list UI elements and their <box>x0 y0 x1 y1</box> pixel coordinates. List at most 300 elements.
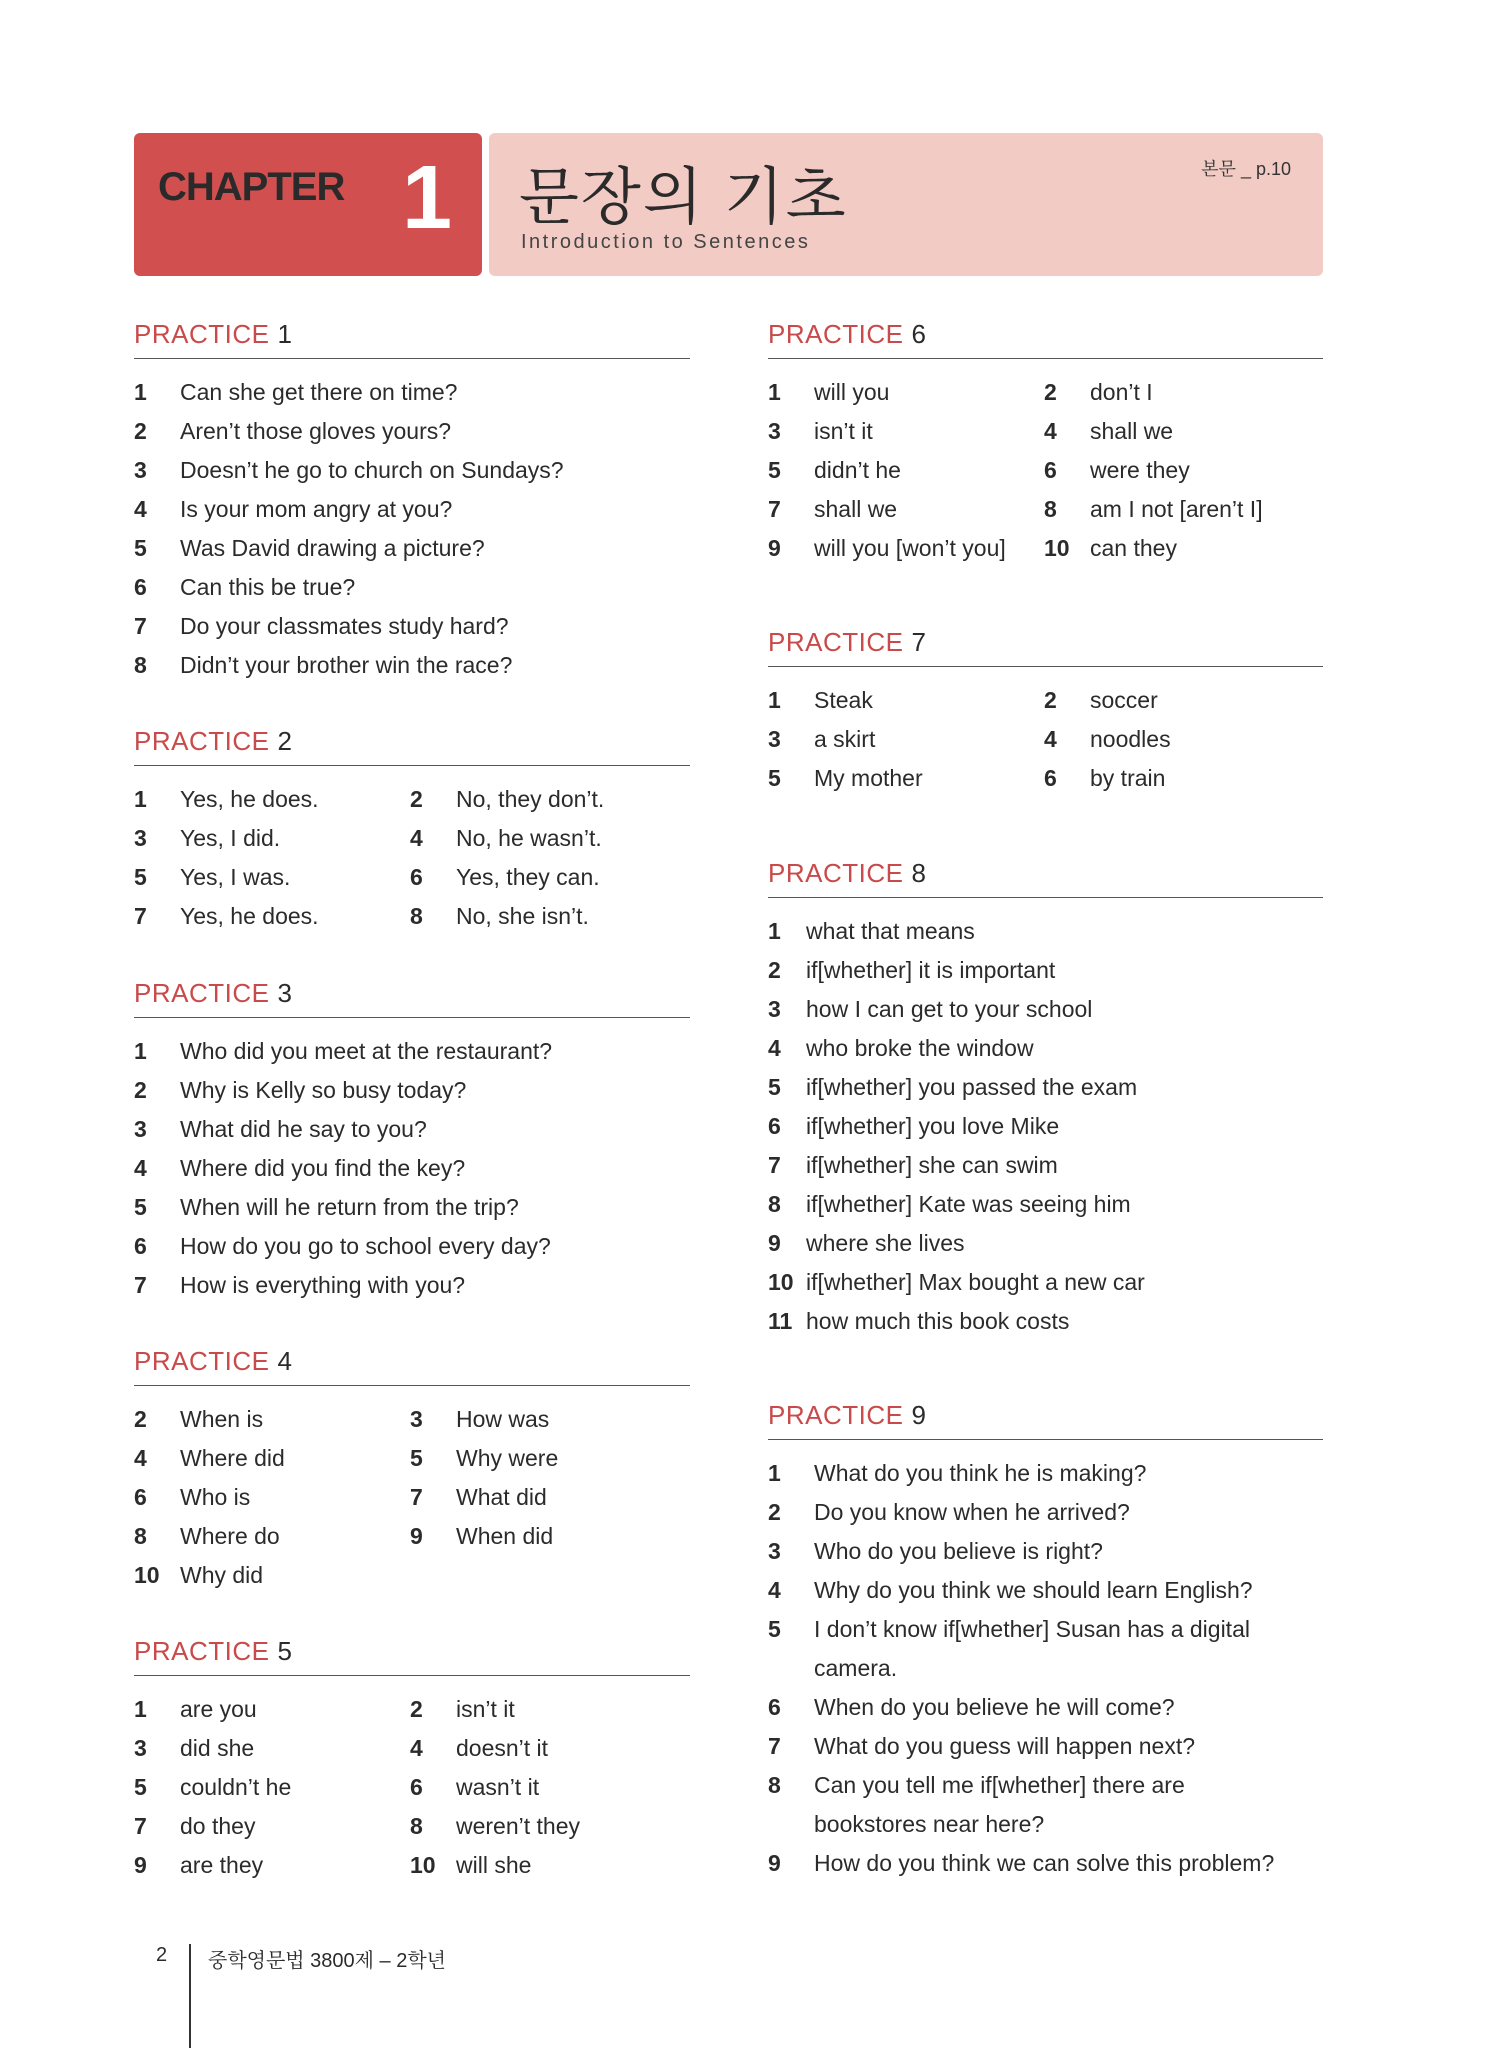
practice-heading-label: PRACTICE <box>134 978 270 1008</box>
practice-heading-label: PRACTICE <box>768 1400 904 1430</box>
answer-number: 5 <box>134 535 147 561</box>
answer-item <box>768 451 1044 490</box>
answer-text-line: I don’t know if[whether] Susan has a digital <box>814 1616 1250 1642</box>
answer-number: 6 <box>768 1694 781 1720</box>
answer-item <box>410 1517 690 1556</box>
answer-text <box>814 720 875 759</box>
answer-text <box>180 1149 465 1188</box>
answer-text <box>806 1302 1069 1341</box>
answer-text-line: Where did <box>180 1445 285 1471</box>
answer-number: 9 <box>134 1852 147 1878</box>
answer-text-line: How do you go to school every day? <box>180 1233 551 1259</box>
answer-item <box>768 951 1323 990</box>
answer-item <box>410 1729 690 1768</box>
answer-item <box>1044 529 1323 568</box>
answer-text <box>180 1400 263 1439</box>
answer-number: 7 <box>134 613 147 639</box>
answer-item <box>410 1807 690 1846</box>
answer-number: 10 <box>134 1562 160 1588</box>
answer-number: 4 <box>768 1035 781 1061</box>
answer-text-line: Can this be true? <box>180 574 356 600</box>
answer-text-line: What do you think he is making? <box>814 1460 1147 1486</box>
answer-number: 6 <box>134 1233 147 1259</box>
answer-text <box>806 1107 1059 1146</box>
answer-text-line: will you <box>814 379 890 405</box>
answer-item <box>768 412 1044 451</box>
practice-5-section <box>134 1631 690 1885</box>
answer-item <box>134 1149 690 1188</box>
answer-item <box>134 607 690 646</box>
answer-text-line: Yes, he does. <box>180 786 319 812</box>
answer-text <box>814 1688 1175 1727</box>
answer-list <box>768 373 1323 568</box>
answer-text-line: Yes, they can. <box>456 864 600 890</box>
answer-item <box>768 1068 1323 1107</box>
answer-text <box>456 780 604 819</box>
answer-text <box>456 819 602 858</box>
answer-text <box>814 1571 1253 1610</box>
answer-text-line: didn’t he <box>814 457 901 483</box>
answer-item <box>1044 720 1323 759</box>
answer-text-line: if[whether] it is important <box>806 957 1056 983</box>
answer-text-line: How is everything with you? <box>180 1272 466 1298</box>
answer-number: 2 <box>1044 379 1057 405</box>
answer-number: 5 <box>410 1445 423 1471</box>
answer-text-line: what that means <box>806 918 975 944</box>
answer-text-line: camera. <box>814 1655 898 1681</box>
answer-text-line: shall we <box>814 496 898 522</box>
answer-number: 2 <box>768 1499 781 1525</box>
answer-text-line: Why did <box>180 1562 264 1588</box>
answer-text <box>180 1071 466 1110</box>
answer-text-line: are they <box>180 1852 264 1878</box>
practice-heading-label: PRACTICE <box>768 319 904 349</box>
answer-text-line: a skirt <box>814 726 876 752</box>
answer-text-line: Who did you meet at the restaurant? <box>180 1038 553 1064</box>
answer-text <box>806 1146 1058 1185</box>
answer-item <box>134 1846 410 1885</box>
practice-heading <box>134 1631 690 1676</box>
answer-text <box>814 1610 1250 1688</box>
answer-text <box>180 1188 519 1227</box>
answer-text-line: Can you tell me if[whether] there are <box>814 1772 1185 1798</box>
answer-item <box>134 780 410 819</box>
answer-text <box>814 1766 1185 1844</box>
answer-item <box>768 1029 1323 1068</box>
answer-number: 1 <box>768 918 781 944</box>
answer-number: 1 <box>134 786 147 812</box>
answer-number: 6 <box>1044 765 1057 791</box>
answer-item <box>134 1768 410 1807</box>
answer-number: 6 <box>768 1113 781 1139</box>
answer-text-line: couldn’t he <box>180 1774 292 1800</box>
answer-item <box>768 759 1044 798</box>
answer-number: 2 <box>134 1406 147 1432</box>
answer-text-line: No, she isn’t. <box>456 903 589 929</box>
answer-item <box>768 1610 1323 1688</box>
answer-text-line: soccer <box>1090 687 1158 713</box>
answer-item <box>768 1224 1323 1263</box>
answer-text <box>180 1729 254 1768</box>
answer-text <box>180 646 512 685</box>
answer-item <box>768 1454 1323 1493</box>
answer-text <box>806 912 975 951</box>
practice-heading-label: PRACTICE <box>134 1636 270 1666</box>
answer-list <box>134 1690 690 1885</box>
practice-4-section <box>134 1341 690 1595</box>
answer-item <box>134 646 690 685</box>
answer-item <box>134 451 690 490</box>
answer-number: 4 <box>134 1155 147 1181</box>
answer-text <box>180 897 319 936</box>
answer-item <box>134 1729 410 1768</box>
answer-item <box>134 1478 410 1517</box>
answer-text <box>180 858 290 897</box>
answer-number: 3 <box>134 1116 147 1142</box>
answer-text-line: Yes, I was. <box>180 864 291 890</box>
answer-text <box>456 1690 515 1729</box>
answer-text-line: if[whether] she can swim <box>806 1152 1058 1178</box>
answer-list <box>134 780 690 936</box>
practice-8-section <box>768 853 1323 1341</box>
answer-text <box>180 1690 257 1729</box>
footer-divider <box>189 1944 191 2048</box>
answer-item <box>134 819 410 858</box>
answer-item <box>768 1766 1323 1844</box>
answer-text-line: Didn’t your brother win the race? <box>180 652 513 678</box>
answer-number: 7 <box>410 1484 423 1510</box>
answer-text <box>456 1517 553 1556</box>
answer-text-line: if[whether] you love Mike <box>806 1113 1060 1139</box>
answer-text-line: shall we <box>1090 418 1174 444</box>
answer-text-line: were they <box>1090 457 1190 483</box>
practice-heading-label: PRACTICE <box>134 319 270 349</box>
practice-heading-number: 7 <box>911 627 926 657</box>
answer-text <box>180 1227 551 1266</box>
answer-item <box>410 1439 690 1478</box>
answer-text-line: No, he wasn’t. <box>456 825 602 851</box>
answer-text <box>814 490 897 529</box>
chapter-badge <box>134 133 482 276</box>
answer-number: 1 <box>768 687 781 713</box>
answer-item <box>410 858 690 897</box>
practice-9-section <box>768 1395 1323 1883</box>
answer-text-line: doesn’t it <box>456 1735 549 1761</box>
practice-6-section <box>768 314 1323 568</box>
answer-text-line: if[whether] Max bought a new car <box>806 1269 1145 1295</box>
answer-text <box>180 1807 255 1846</box>
answer-item <box>134 1517 410 1556</box>
answer-text-line: What did <box>456 1484 547 1510</box>
answer-item <box>134 1556 410 1595</box>
answer-text <box>814 412 873 451</box>
answer-text-line: how much this book costs <box>806 1308 1070 1334</box>
practice-heading <box>768 853 1323 898</box>
answer-text-line: Do you know when he arrived? <box>814 1499 1130 1525</box>
practice-heading-number: 4 <box>277 1346 292 1376</box>
answer-item <box>768 1844 1323 1883</box>
answer-text <box>1090 529 1177 568</box>
answer-text-line: are you <box>180 1696 257 1722</box>
answer-number: 1 <box>134 1038 147 1064</box>
answer-text-line: isn’t it <box>814 418 873 444</box>
answer-text <box>456 1478 547 1517</box>
answer-number: 1 <box>768 379 781 405</box>
answer-text-line: How do you think we can solve this problem? <box>814 1850 1275 1876</box>
answer-item <box>768 529 1044 568</box>
answer-item <box>1044 412 1323 451</box>
answer-item <box>768 1185 1323 1224</box>
answer-number: 8 <box>410 903 423 929</box>
answer-text <box>456 1768 539 1807</box>
answer-text-line: bookstores near here? <box>814 1811 1045 1837</box>
answer-text-line: how I can get to your school <box>806 996 1093 1022</box>
answer-item <box>410 1768 690 1807</box>
answer-item <box>768 1107 1323 1146</box>
answer-item <box>134 1400 410 1439</box>
answer-text <box>456 858 600 897</box>
answer-text-line: Aren’t those gloves yours? <box>180 418 452 444</box>
answer-number: 9 <box>768 535 781 561</box>
answer-text-line: if[whether] you passed the exam <box>806 1074 1138 1100</box>
answer-text-line: No, they don’t. <box>456 786 605 812</box>
answer-number: 8 <box>1044 496 1057 522</box>
answer-text-line: Why were <box>456 1445 559 1471</box>
answer-text-line: who broke the window <box>806 1035 1034 1061</box>
answer-item <box>768 1302 1323 1341</box>
chapter-label: CHAPTER <box>158 165 345 209</box>
practice-heading <box>134 973 690 1018</box>
practice-heading <box>768 314 1323 359</box>
answer-item <box>768 490 1044 529</box>
answer-number: 8 <box>768 1191 781 1217</box>
practice-heading-number: 6 <box>911 319 926 349</box>
answer-item <box>410 897 690 936</box>
practice-3-section <box>134 973 690 1305</box>
chapter-header <box>134 133 1323 276</box>
answer-item <box>1044 490 1323 529</box>
answer-text <box>180 1517 280 1556</box>
answer-text-line: isn’t it <box>456 1696 515 1722</box>
answer-number: 2 <box>768 957 781 983</box>
answer-list <box>768 1454 1323 1883</box>
answer-number: 5 <box>768 765 781 791</box>
answer-number: 8 <box>410 1813 423 1839</box>
answer-list <box>134 1400 690 1595</box>
answer-text-line: When will he return from the trip? <box>180 1194 519 1220</box>
practice-heading-label: PRACTICE <box>134 1346 270 1376</box>
answer-number: 10 <box>768 1269 794 1295</box>
answer-item <box>1044 681 1323 720</box>
answer-item <box>768 1571 1323 1610</box>
answer-text <box>806 1068 1137 1107</box>
answer-text-line: Yes, I did. <box>180 825 281 851</box>
answer-item <box>134 858 410 897</box>
answer-item <box>1044 759 1323 798</box>
answer-text <box>180 1110 427 1149</box>
answer-text <box>1090 720 1171 759</box>
answer-text-line: When did <box>456 1523 554 1549</box>
answer-text <box>814 451 901 490</box>
answer-text <box>814 1727 1195 1766</box>
answer-text <box>806 1224 965 1263</box>
answer-text <box>180 1846 263 1885</box>
answer-item <box>134 1188 690 1227</box>
answer-list <box>134 1032 690 1305</box>
answer-item <box>410 1400 690 1439</box>
answer-number: 1 <box>134 1696 147 1722</box>
answer-list <box>768 912 1323 1341</box>
answer-text <box>814 529 1006 568</box>
answer-item <box>134 1266 690 1305</box>
answer-number: 9 <box>768 1230 781 1256</box>
answer-number: 3 <box>768 996 781 1022</box>
answer-item <box>1044 373 1323 412</box>
answer-text <box>180 1032 552 1071</box>
answer-number: 4 <box>134 1445 147 1471</box>
answer-text-line: do they <box>180 1813 256 1839</box>
answer-item <box>134 1807 410 1846</box>
answer-text <box>1090 759 1165 798</box>
answer-text <box>456 1846 531 1885</box>
answer-item <box>410 1478 690 1517</box>
practice-1-section <box>134 314 690 685</box>
answer-number: 8 <box>134 1523 147 1549</box>
answer-text-line: if[whether] Kate was seeing him <box>806 1191 1131 1217</box>
answer-number: 3 <box>768 726 781 752</box>
answer-text-line: wasn’t it <box>456 1774 540 1800</box>
answer-text-line: Why do you think we should learn English? <box>814 1577 1253 1603</box>
answer-text <box>806 1029 1034 1068</box>
answer-text-line: Who do you believe is right? <box>814 1538 1103 1564</box>
practice-heading-label: PRACTICE <box>768 627 904 657</box>
answer-number: 7 <box>768 496 781 522</box>
answer-text-line: will she <box>456 1852 532 1878</box>
answer-number: 4 <box>1044 726 1057 752</box>
answer-number: 3 <box>134 457 147 483</box>
answer-text-line: Do your classmates study hard? <box>180 613 509 639</box>
answer-item <box>768 1146 1323 1185</box>
answer-text <box>180 1768 291 1807</box>
answer-item <box>768 1727 1323 1766</box>
answer-text <box>180 780 319 819</box>
answer-text <box>814 1493 1130 1532</box>
answer-item <box>410 819 690 858</box>
answer-text <box>180 819 280 858</box>
answer-text-line: can they <box>1090 535 1177 561</box>
answer-number: 7 <box>768 1733 781 1759</box>
answer-text-line: Steak <box>814 687 873 713</box>
answer-item <box>134 1071 690 1110</box>
answer-number: 3 <box>410 1406 423 1432</box>
answer-number: 2 <box>134 1077 147 1103</box>
answer-number: 4 <box>410 825 423 851</box>
answer-item <box>134 373 690 412</box>
answer-text <box>180 1478 250 1517</box>
answer-item <box>768 373 1044 412</box>
answer-text <box>456 897 589 936</box>
answer-number: 8 <box>768 1772 781 1798</box>
answer-text <box>814 1844 1274 1883</box>
answer-number: 4 <box>1044 418 1057 444</box>
answer-number: 8 <box>134 652 147 678</box>
answer-text-line: Yes, he does. <box>180 903 319 929</box>
answer-text <box>456 1807 580 1846</box>
answer-number: 4 <box>768 1577 781 1603</box>
answer-number: 5 <box>768 1074 781 1100</box>
answer-item <box>134 1439 410 1478</box>
answer-text <box>1090 681 1158 720</box>
answer-list <box>768 681 1323 798</box>
answer-item <box>134 1227 690 1266</box>
answer-item <box>134 568 690 607</box>
answer-text <box>456 1439 558 1478</box>
chapter-title-box <box>489 133 1323 276</box>
answer-item <box>768 681 1044 720</box>
page-reference: 본문 _ p.10 <box>1201 159 1291 179</box>
answer-number: 5 <box>768 457 781 483</box>
answer-number: 7 <box>134 1813 147 1839</box>
answer-number: 5 <box>134 1774 147 1800</box>
answer-text <box>806 951 1055 990</box>
answer-item <box>768 912 1323 951</box>
practice-heading-label: PRACTICE <box>768 858 904 888</box>
answer-number: 6 <box>410 1774 423 1800</box>
answer-text-line: will you [won’t you] <box>814 535 1006 561</box>
answer-number: 9 <box>410 1523 423 1549</box>
answer-number: 2 <box>410 786 423 812</box>
practice-heading <box>134 314 690 359</box>
answer-text-line: by train <box>1090 765 1166 791</box>
answer-item <box>134 412 690 451</box>
answer-text-line: noodles <box>1090 726 1171 752</box>
practice-heading-label: PRACTICE <box>134 726 270 756</box>
answer-text-line: My mother <box>814 765 923 791</box>
answer-number: 2 <box>134 418 147 444</box>
answer-number: 7 <box>134 1272 147 1298</box>
answer-item <box>768 720 1044 759</box>
answer-text-line: don’t I <box>1090 379 1153 405</box>
answer-text <box>180 490 452 529</box>
answer-text-line: What do you guess will happen next? <box>814 1733 1196 1759</box>
answer-text <box>180 412 451 451</box>
answer-number: 7 <box>768 1152 781 1178</box>
answer-number: 10 <box>410 1852 436 1878</box>
answer-item <box>134 490 690 529</box>
answer-number: 6 <box>134 574 147 600</box>
answer-item <box>768 1263 1323 1302</box>
answer-text <box>180 568 355 607</box>
practice-heading <box>768 622 1323 667</box>
answer-text-line: How was <box>456 1406 550 1432</box>
answer-text-line: Who is <box>180 1484 251 1510</box>
answer-text-line: Was David drawing a picture? <box>180 535 485 561</box>
answer-text <box>806 1185 1131 1224</box>
practice-2-section <box>134 721 690 936</box>
practice-heading <box>768 1395 1323 1440</box>
answer-text <box>1090 490 1263 529</box>
answer-text-line: did she <box>180 1735 255 1761</box>
practice-heading-number: 2 <box>277 726 292 756</box>
answer-number: 4 <box>410 1735 423 1761</box>
answer-text-line: Where do <box>180 1523 280 1549</box>
answer-text-line: weren’t they <box>456 1813 581 1839</box>
answer-text <box>1090 412 1173 451</box>
answer-number: 9 <box>768 1850 781 1876</box>
answer-text <box>180 1439 285 1478</box>
practice-heading-number: 5 <box>277 1636 292 1666</box>
answer-item <box>768 1493 1323 1532</box>
